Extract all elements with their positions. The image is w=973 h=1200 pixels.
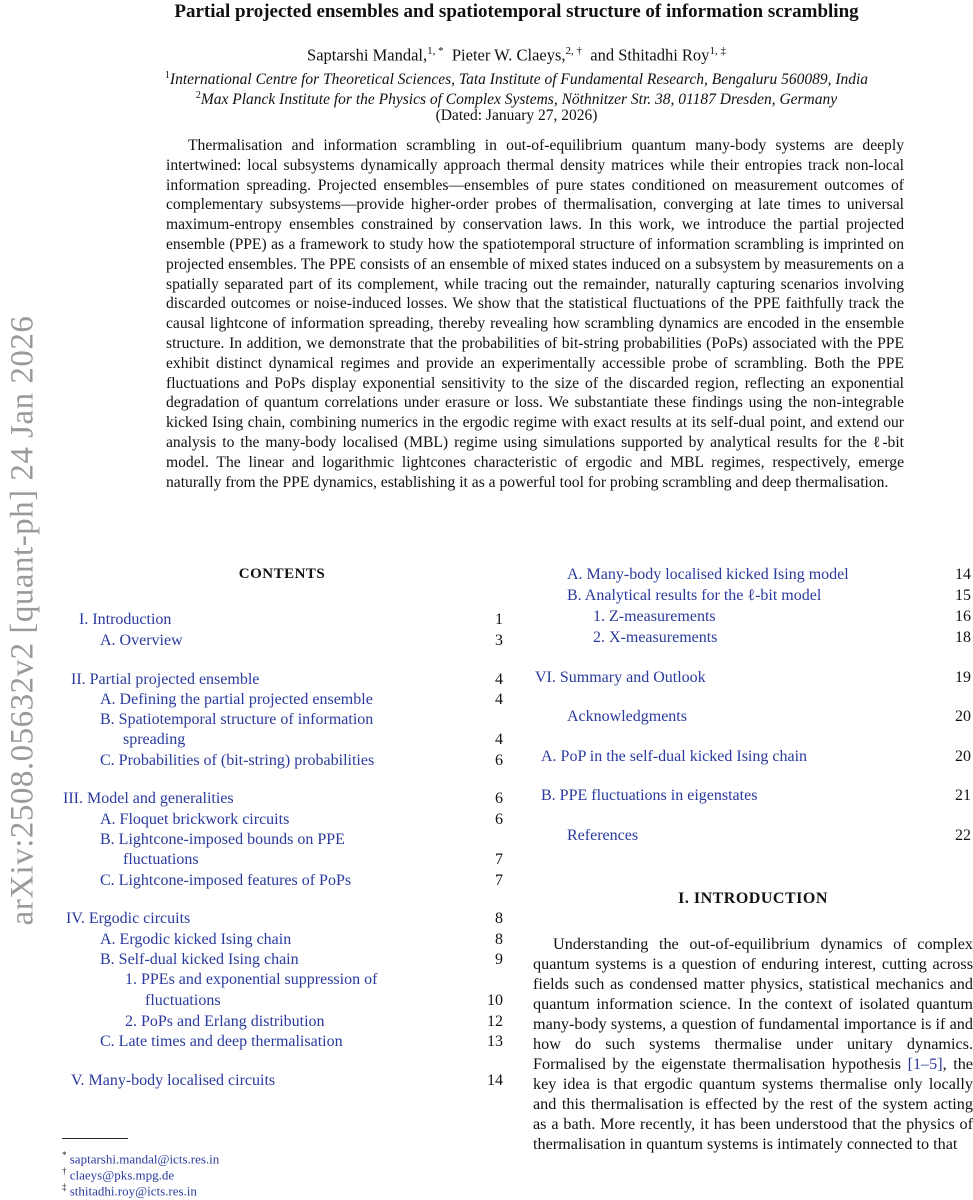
toc-entry[interactable]: 1. PPEs and exponential suppression of	[125, 971, 378, 988]
toc-entry[interactable]: B. Self-dual kicked Ising chain 9	[100, 951, 503, 968]
toc-entry[interactable]: fluctuations 7	[123, 851, 503, 868]
toc-entry[interactable]: III. Model and generalities 6	[63, 790, 503, 807]
toc-entry[interactable]: A. PoP in the self-dual kicked Ising chain 20	[541, 748, 971, 765]
toc-entry[interactable]: V. Many-body localised circuits 14	[71, 1072, 503, 1089]
toc-entry[interactable]: 2. PoPs and Erlang distribution 12	[125, 1013, 503, 1030]
author-list	[60, 40, 973, 67]
toc-entry[interactable]: B. Analytical results for the ℓ-bit model 15	[567, 587, 971, 604]
arxiv-identifier: arXiv:2508.05632v2 [quant-ph] 24 Jan 2026	[4, 315, 41, 925]
toc-entry[interactable]: II. Partial projected ensemble 4	[71, 671, 503, 688]
toc-entry[interactable]: C. Lightcone-imposed features of PoPs 7	[100, 872, 503, 889]
toc-entry[interactable]: spreading 4	[123, 731, 503, 748]
toc-entry[interactable]: B. Spatiotemporal structure of information	[100, 711, 374, 728]
toc-entry[interactable]: A. Defining the partial projected ensemble 4	[100, 691, 503, 708]
toc-entry[interactable]: I. Introduction 1	[79, 611, 503, 628]
footnote: ‡ sthitadhi.roy@icts.res.in	[62, 1182, 197, 1199]
contents-heading: CONTENTS	[238, 566, 326, 582]
toc-entry[interactable]: 2. X-measurements 18	[593, 629, 971, 646]
toc-entry[interactable]: VI. Summary and Outlook 19	[535, 669, 971, 686]
toc-entry[interactable]: IV. Ergodic circuits 8	[66, 910, 503, 927]
paper-title: Partial projected ensembles and spatiotemporal structure of information scrambling	[174, 1, 859, 22]
affiliation-mark: 2	[195, 90, 201, 101]
author-name: Saptarshi Mandal,	[307, 45, 428, 65]
author-marks: 1, ‡	[709, 45, 726, 57]
affiliation-text: International Centre for Theoretical Sciences, Tata Institute of Fundamental Research, Bengaluru 560089, India	[169, 71, 869, 89]
email-link[interactable]: claeys@pks.mpg.de	[69, 1167, 175, 1183]
affiliation-text: Max Planck Institute for the Physics of Complex Systems, Nöthnitzer Str. 38, 01187 Dresden, Germany	[200, 91, 838, 109]
affiliation-mark: 1	[164, 70, 170, 81]
author-name: and Sthitadhi Roy	[590, 45, 710, 65]
toc-entry[interactable]: C. Late times and deep thermalisation 13	[100, 1033, 503, 1050]
toc-entry[interactable]: 1. Z-measurements 16	[593, 608, 971, 625]
toc-entry[interactable]: Acknowledgments 20	[567, 708, 971, 725]
author-name: Pieter W. Claeys,	[451, 45, 566, 65]
toc-entry[interactable]: fluctuations 10	[145, 992, 503, 1009]
toc-entry[interactable]: B. PPE fluctuations in eigenstates 21	[541, 787, 971, 804]
toc-entry[interactable]: A. Floquet brickwork circuits 6	[100, 811, 503, 828]
abstract: Thermalisation and information scrambling in out-of-equilibrium quantum many-body systems are deeply intertwined: local subsystems dynamically approach thermal density matrices while their entropies track non-local information spreading. Projected ensembles—ensembles of pure states conditioned on measurement outcomes of complementary subsystems—provide higher-order probes of thermalisation, converging at late times to universal maximum-entropy ensembles constrained by conservation laws. In this work, we introduce the partial projected ensemble (PPE) as a framework to study how the spatiotemporal structure of information scrambling is imprinted on projected ensembles. The PPE consists of an ensemble of mixed states induced on a subsystem by measurements on a spatially separated part of its complement, while tracing out the remainder, naturally capturing scenarios involving discarded outcomes or noise-induced losses. We show that the statistical fluctuations of the PPE faithfully track the causal lightcone of information spreading, thereby revealing how scrambling dynamics are encoded in the ensemble structure. In addition, we demonstrate that the probabilities of bit-string probabilities (PoPs) associated with the PPE exhibit distinct dynamical regimes and provide an experimentally accessible probe of scrambling. Both the PPE fluctuations and PoPs display exponential sensitivity to the size of the discarded region, reflecting an exponential degradation of quantum correlations under erasure or loss. We substantiate these findings using the non-integrable kicked Ising chain, combining numerics in the ergodic regime with exact results at its self-dual point, and extend our analysis to the many-body localised (MBL) regime using simulations supported by analytical results for the ℓ-bit model. The linear and logarithmic lightcones characteristic of ergodic and MBL regimes, respectively, emerge naturally from the PPE dynamics, establishing it as a powerful tool for probing scrambling and deep thermalisation.	[166, 137, 904, 491]
citation-link[interactable]: [1–5]	[907, 1055, 943, 1073]
email-link[interactable]: sthitadhi.roy@icts.res.in	[69, 1183, 197, 1199]
toc-entry[interactable]: References 22	[567, 827, 971, 844]
arxiv-sidebar	[0, 280, 46, 960]
toc-entry[interactable]: A. Ergodic kicked Ising chain 8	[100, 931, 503, 948]
footnote: * saptarshi.mandal@icts.res.in	[62, 1150, 220, 1167]
email-link[interactable]: saptarshi.mandal@icts.res.in	[69, 1151, 220, 1167]
section-heading-introduction: I. INTRODUCTION	[678, 890, 828, 907]
toc-entry[interactable]: A. Overview 3	[100, 632, 503, 649]
toc-entry[interactable]: C. Probabilities of (bit-string) probabilities 6	[100, 752, 503, 769]
footnote-rule	[62, 1138, 128, 1139]
footnote: † claeys@pks.mpg.de	[62, 1166, 175, 1183]
toc-entry[interactable]: B. Lightcone-imposed bounds on PPE	[100, 831, 345, 848]
author-marks: 1, *	[427, 45, 444, 57]
date-line: (Dated: January 27, 2026)	[435, 107, 598, 124]
introduction-paragraph: Understanding the out-of-equilibrium dynamics of complex quantum systems is a question of enduring interest, cutting across fields such as condensed matter physics, statistical mechanics and quantum information science. In the context of isolated quantum many-body systems, a question of fundamental importance is if and how do such systems thermalise under unitary dynamics. Formalised by the eigenstate thermalisation hypothesis [1–5], the key idea is that ergodic quantum systems thermalise only locally and this thermalisation is effected by the rest of the system acting as a bath. More recently, it has been understood that the physics of thermalisation in quantum systems is intimately connected to that	[533, 935, 973, 1153]
author-marks: 2, †	[565, 45, 583, 57]
toc-entry[interactable]: A. Many-body localised kicked Ising model 14	[567, 566, 971, 583]
